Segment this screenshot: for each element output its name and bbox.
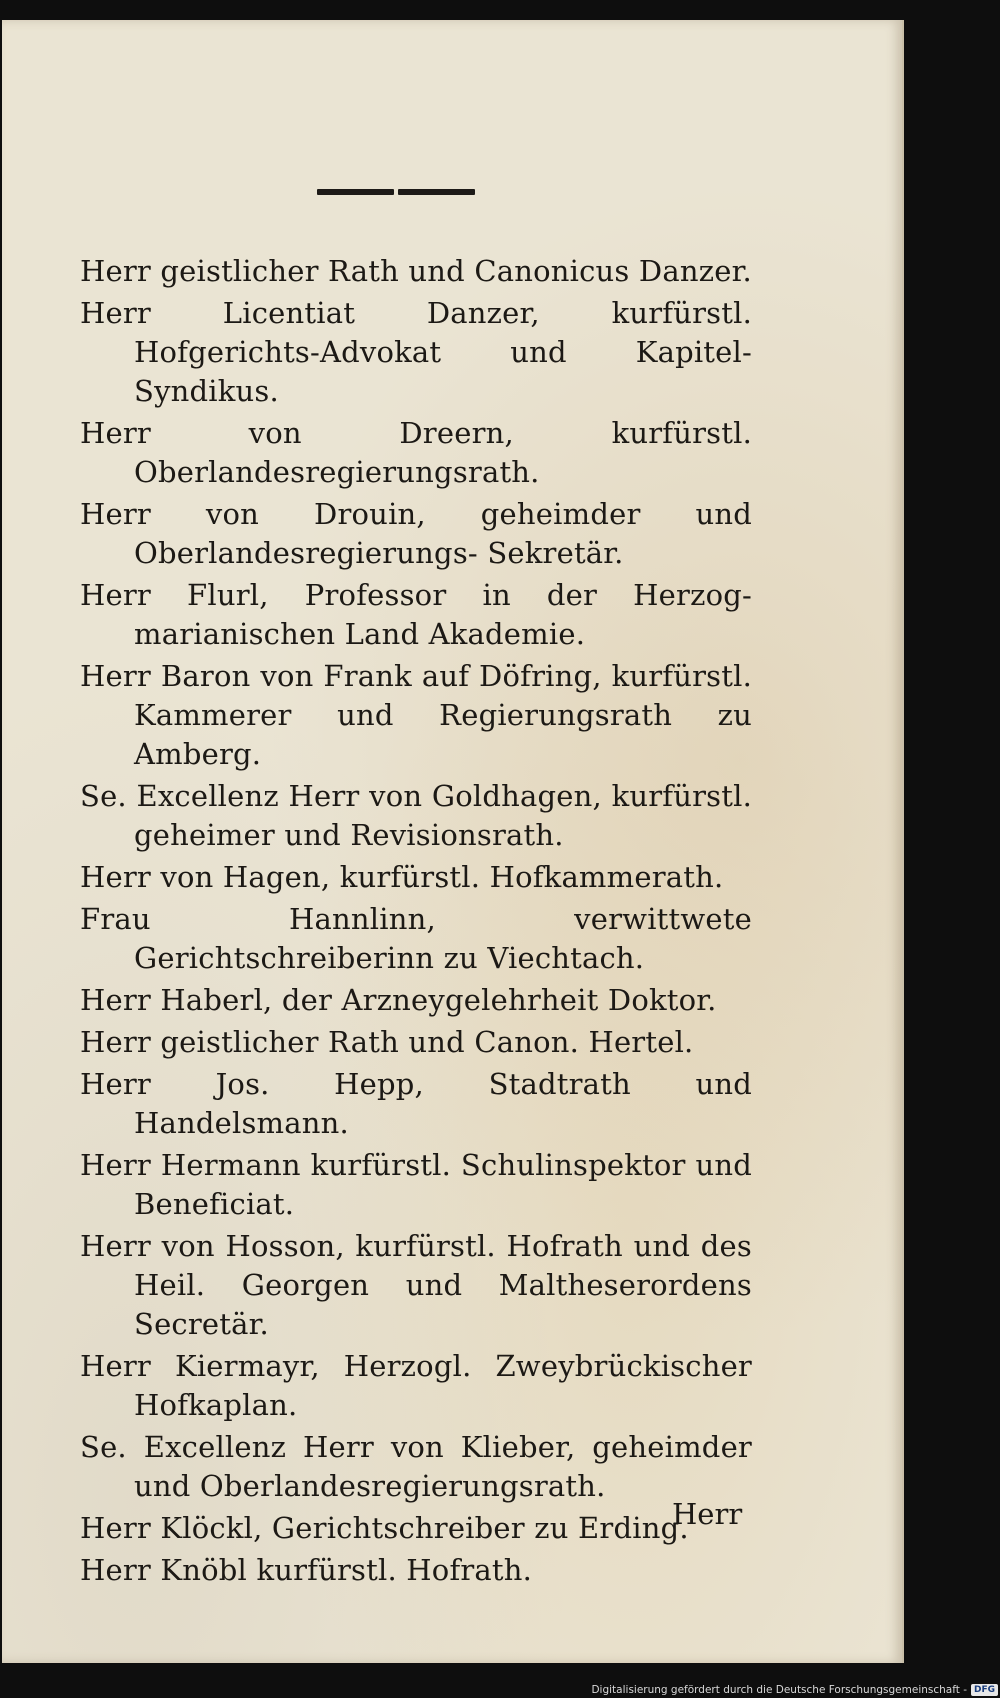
- list-item: Frau Hannlinn, verwittwete Gerichtschreiberinn zu Viechtach.: [80, 902, 752, 975]
- credit-text: Digitalisierung gefördert durch die Deutsche Forschungsgemeinschaft -: [591, 1684, 967, 1696]
- list-item: Herr Klöckl, Gerichtschreiber zu Erding.: [80, 1511, 689, 1545]
- list-item: Herr geistlicher Rath und Canon. Hertel.: [80, 1025, 694, 1059]
- ornament-bar: [317, 189, 394, 195]
- catchword: Herr: [672, 1497, 743, 1531]
- list-item: Herr von Hosson, kurfürstl. Hofrath und des Heil. Georgen und Maltheserordens Secretär.: [80, 1229, 752, 1341]
- list-item: Se. Excellenz Herr von Klieber, geheimder und Oberlandesregierungsrath.: [80, 1430, 752, 1503]
- list-item: Herr Jos. Hepp, Stadtrath und Handelsmann.: [80, 1067, 752, 1140]
- list-item: Herr von Drouin, geheimder und Oberlandesregierungs- Sekretär.: [80, 497, 752, 570]
- list-item: Herr Hermann kurfürstl. Schulinspektor und Beneficiat.: [80, 1148, 752, 1221]
- list-item: Herr von Dreern, kurfürstl. Oberlandesregierungsrath.: [80, 416, 752, 489]
- list-item: Herr Haberl, der Arzneygelehrheit Doktor.: [80, 983, 717, 1017]
- dfg-logo: DFG: [971, 1684, 998, 1696]
- list-item: Herr Licentiat Danzer, kurfürstl. Hofgerichts-Advokat und Kapitel-Syndikus.: [80, 296, 752, 408]
- list-item: Herr Knöbl kurfürstl. Hofrath.: [80, 1553, 533, 1587]
- ornament-bar: [398, 189, 475, 195]
- book-page: [2, 20, 904, 1663]
- digitization-credit: [591, 1684, 998, 1696]
- header-ornament: [317, 188, 475, 196]
- list-item: Herr geistlicher Rath und Canonicus Danzer.: [80, 254, 752, 288]
- subscriber-list: [80, 252, 752, 1593]
- list-item: Herr Flurl, Professor in der Herzog- marianischen Land Akademie.: [80, 578, 752, 651]
- list-item: Se. Excellenz Herr von Goldhagen, kurfürstl. geheimer und Revisionsrath.: [80, 779, 752, 852]
- list-item: Herr von Hagen, kurfürstl. Hofkammerath.: [80, 860, 724, 894]
- list-item: Herr Baron von Frank auf Döfring, kurfürstl. Kammerer und Regierungsrath zu Amberg.: [80, 659, 752, 771]
- list-item: Herr Kiermayr, Herzogl. Zweybrückischer Hofkaplan.: [80, 1349, 752, 1422]
